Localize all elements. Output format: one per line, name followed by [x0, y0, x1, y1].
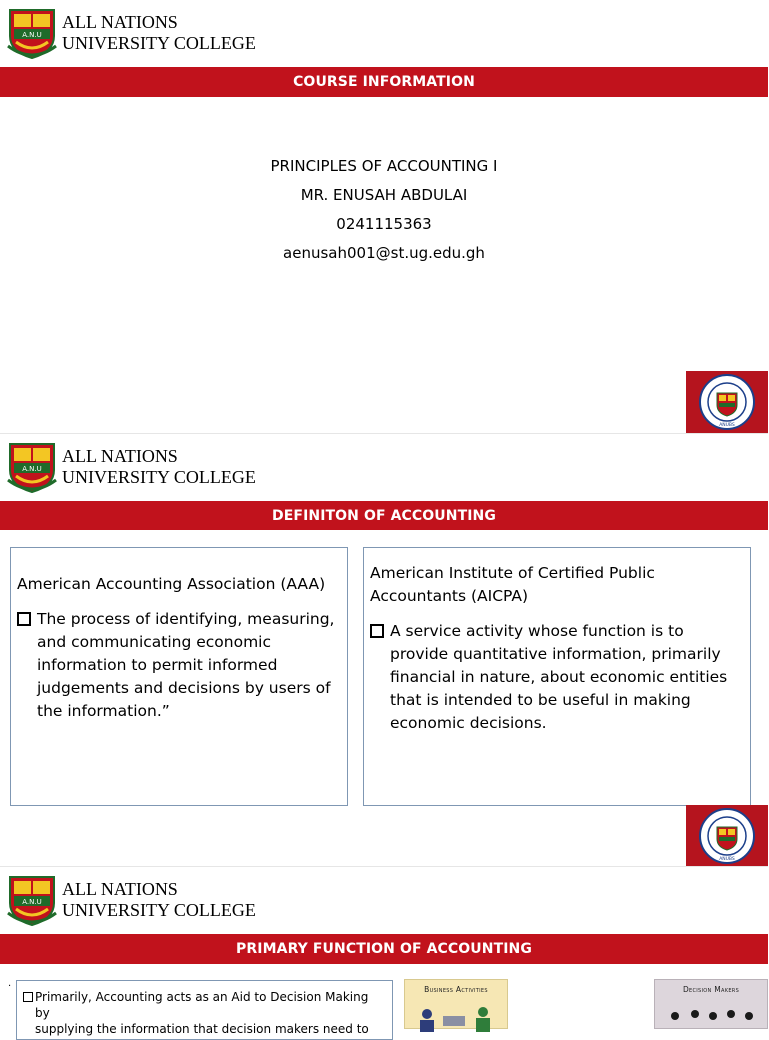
- college-name: [62, 446, 256, 488]
- college-name: [62, 12, 256, 54]
- business-activities-card: [404, 979, 508, 1029]
- slide-title-banner: DEFINITON OF ACCOUNTING: [0, 501, 768, 530]
- svg-text:ANUBS: ANUBS: [719, 423, 735, 428]
- aicpa-definition-box: [363, 547, 751, 806]
- checkbox-bullet-icon: [23, 992, 33, 1002]
- primary-function-line1: [23, 989, 386, 1021]
- crest-icon: [6, 873, 58, 927]
- college-name: [62, 879, 256, 921]
- slide-title-banner: PRIMARY FUNCTION OF ACCOUNTING: [0, 934, 768, 964]
- course-title: PRINCIPLES OF ACCOUNTING I: [270, 157, 498, 175]
- decision-makers-label: Decision Makers: [682, 985, 740, 994]
- aicpa-definition-text: A service activity whose function is to provide quantitative information, primarily financial in nature, about economic entities that is intended to be useful in making economic decisions.: [390, 622, 728, 732]
- college-logo-header: [6, 872, 256, 928]
- college-name-line1: ALL NATIONS: [62, 879, 178, 899]
- primary-function-text-line1: Primarily, Accounting acts as an Aid to Decision Making by: [35, 990, 369, 1020]
- college-name-line2: UNIVERSITY COLLEGE: [62, 33, 256, 53]
- course-info-block: [0, 152, 768, 268]
- slide-course-information: [0, 0, 768, 433]
- college-name-line2: UNIVERSITY COLLEGE: [62, 467, 256, 487]
- college-logo-header: [6, 439, 256, 495]
- slide-primary-function: [0, 866, 768, 1036]
- college-logo-header: [6, 5, 256, 61]
- college-name-line2: UNIVERSITY COLLEGE: [62, 900, 256, 920]
- lecturer-phone: 0241115363: [336, 215, 432, 233]
- checkbox-bullet-icon: [370, 624, 384, 638]
- aicpa-definition: [370, 620, 744, 735]
- svg-text:A.N.U: A.N.U: [22, 31, 42, 39]
- primary-function-textbox: [16, 980, 393, 1040]
- crest-icon: [6, 440, 58, 494]
- aaa-definition: [17, 608, 341, 723]
- business-school-seal: [686, 371, 768, 433]
- college-name-line1: ALL NATIONS: [62, 446, 178, 466]
- slide-definition-of-accounting: [0, 433, 768, 866]
- svg-text:ANUBS: ANUBS: [719, 857, 735, 862]
- slide-title-banner: COURSE INFORMATION: [0, 67, 768, 97]
- lecturer-email: aenusah001@st.ug.edu.gh: [283, 244, 485, 262]
- aicpa-title: American Institute of Certified Public Accountants (AICPA): [370, 564, 655, 605]
- stray-dot: .: [8, 978, 12, 989]
- business-people-icon: [405, 1000, 509, 1030]
- aaa-title: American Accounting Association (AAA): [17, 575, 326, 593]
- svg-text:A.N.U: A.N.U: [22, 898, 42, 906]
- business-activities-label: Business Activities: [424, 985, 488, 994]
- decision-makers-card: [654, 979, 768, 1029]
- people-group-icon: [655, 1000, 769, 1030]
- crest-icon: [6, 6, 58, 60]
- svg-text:A.N.U: A.N.U: [22, 465, 42, 473]
- aaa-definition-text: The process of identifying, measuring, and communicating economic information to permit informed judgements and decisions by users of the information.”: [37, 610, 335, 720]
- primary-function-line2: supplying the information that decision makers need to: [35, 1022, 369, 1036]
- seal-icon: [697, 373, 757, 431]
- business-school-seal: [686, 805, 768, 867]
- checkbox-bullet-icon: [17, 612, 31, 626]
- aaa-definition-box: [10, 547, 348, 806]
- lecturer-name: MR. ENUSAH ABDULAI: [300, 186, 468, 204]
- college-name-line1: ALL NATIONS: [62, 12, 178, 32]
- seal-icon: [697, 807, 757, 865]
